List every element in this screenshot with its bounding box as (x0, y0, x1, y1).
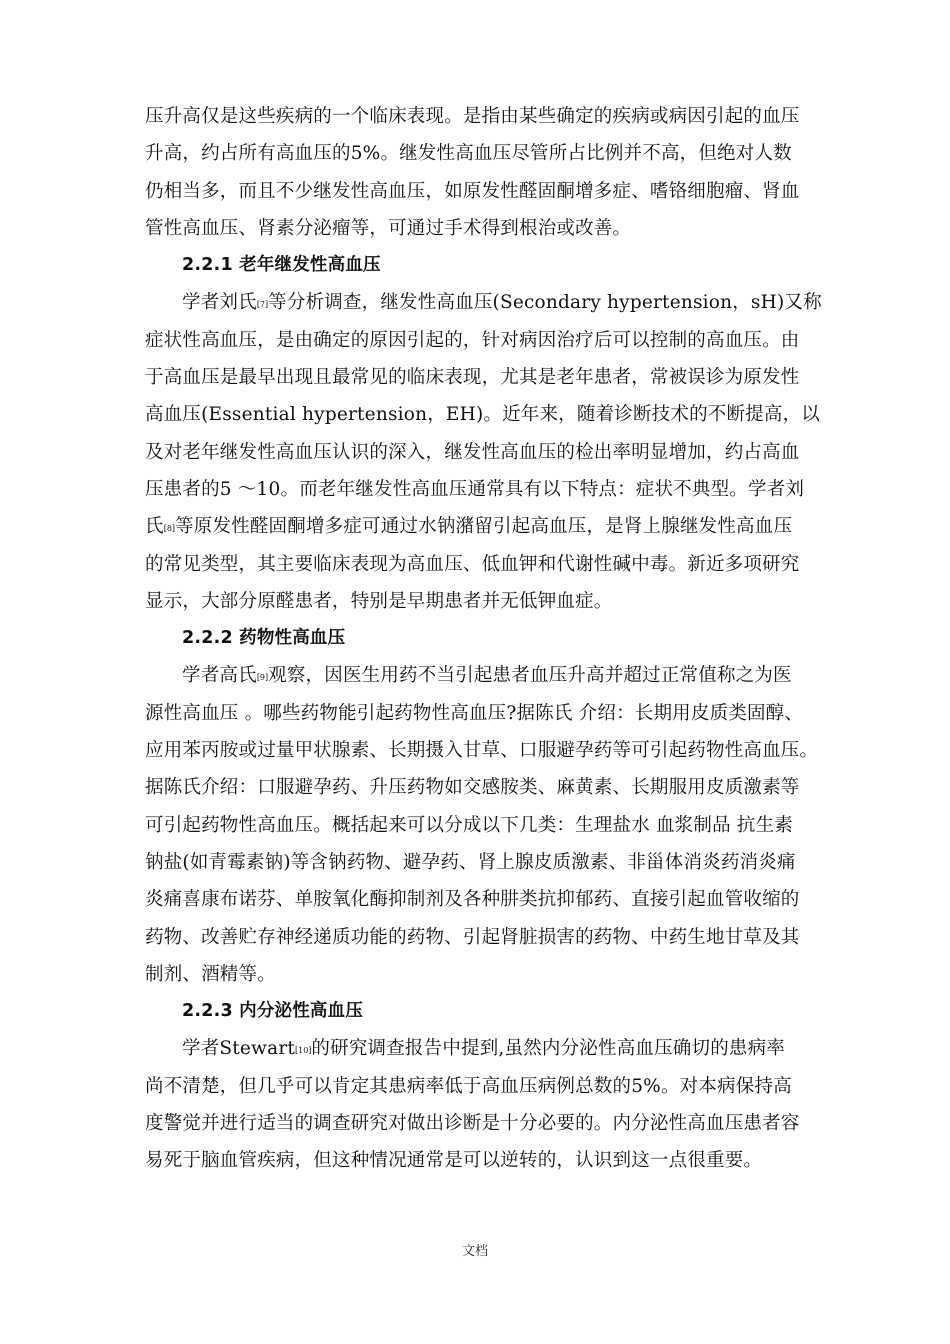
section-heading: 2.2.1 老年继发性高血压 (182, 255, 381, 276)
line-text: 氏 (145, 516, 164, 538)
paragraph-line: 度警觉并进行适当的调查研究对做出诊断是十分必要的。内分泌性高血压患者容 (145, 1113, 800, 1135)
paragraph-line: 管性高血压、肾素分泌瘤等，可通过手术得到根治或改善。 (145, 217, 632, 239)
paragraph-line (145, 508, 813, 545)
paragraph-line: 的常见类型，其主要临床表现为高血压、低血钾和代谢性碱中毒。新近多项研究 (145, 553, 800, 575)
line-text: 学者高氏 (182, 665, 257, 687)
paragraph-line (145, 284, 822, 321)
paragraph-line: 症状性高血压，是由确定的原因引起的，针对病因治疗后可以控制的高血压。由 (145, 329, 800, 351)
paragraph-line: 应用苯丙胺或过量甲状腺素、长期摄入甘草、口服避孕药等可引起药物性高血压。 (145, 740, 819, 762)
line-text: 的研究调查报告中提到,虽然内分泌性高血压确切的患病率 (311, 1038, 786, 1060)
paragraph-line: 易死于脑血管疾病，但这种情况通常是可以逆转的，认识到这一点很重要。 (145, 1150, 763, 1172)
paragraph-line: 高血压(Essential hypertension，EH)。近年来，随着诊断技术的不断提高，以 (145, 404, 820, 426)
citation-ref: [8] (163, 524, 176, 534)
paragraph-line: 压升高仅是这些疾病的一个临床表现。是指由某些确定的疾病或病因引起的血压 (145, 106, 800, 127)
line-text: 等原发性醛固酮增多症可通过水钠潴留引起高血压，是肾上腺继发性高血压 (175, 516, 793, 538)
paragraph-line: 药物、改善贮存神经递质功能的药物、引起肾脏损害的药物、中药生地甘草及其 (145, 926, 800, 948)
document-body (145, 98, 822, 1180)
paragraph-line: 钠盐(如青霉素钠)等含钠药物、避孕药、肾上腺皮质激素、非甾体消炎药消炎痛 (145, 851, 796, 873)
line-text: 学者刘氏 (182, 292, 257, 314)
page-footer: 文档 (461, 1244, 488, 1259)
section-heading: 2.2.2 药物性高血压 (182, 628, 346, 649)
section-heading: 2.2.3 内分泌性高血压 (182, 1001, 364, 1022)
paragraph-line: 尚不清楚，但几乎可以肯定其患病率低于高血压病例总数的5%。对本病保持高 (145, 1075, 792, 1097)
paragraph-line: 炎痛喜康布诺芬、单胺氧化酶抑制剂及各种肼类抗抑郁药、直接引起血管收缩的 (145, 889, 800, 911)
paragraph-line: 仍相当多，而且不少继发性高血压，如原发性醛固酮增多症、嗜铬细胞瘤、肾血 (145, 180, 800, 202)
paragraph-line: 据陈氏介绍：口服避孕药、升压药物如交感胺类、麻黄素、长期服用皮质激素等 (145, 777, 800, 799)
paragraph-line: 源性高血压 。哪些药物能引起药物性高血压?据陈氏 介绍：长期用皮质类固醇、 (145, 702, 804, 724)
paragraph-line: 及对老年继发性高血压认识的深入，继发性高血压的检出率明显增加，约占高血 (145, 441, 800, 463)
citation-ref: [9] (256, 673, 269, 683)
line-text: 等分析调查，继发性高血压(Secondary hypertension，sH)又称 (268, 292, 822, 314)
line-text: 观察，因医生用药不当引起患者血压升高并超过正常值称之为医 (268, 665, 792, 687)
line-text: 学者Stewart (182, 1038, 295, 1060)
paragraph-line (145, 657, 813, 694)
citation-ref: [7] (256, 300, 269, 310)
paragraph-line: 显示，大部分原醛患者，特别是早期患者并无低钾血症。 (145, 590, 613, 612)
paragraph-line (145, 1030, 813, 1067)
paragraph-line: 升高，约占所有高血压的5%。继发性高血压尽管所占比例并不高，但绝对人数 (145, 143, 792, 165)
paragraph-line: 压患者的5 ～10。而老年继发性高血压通常具有以下特点：症状不典型。学者刘 (145, 478, 805, 500)
citation-ref: [10] (295, 1046, 312, 1056)
paragraph-line: 可引起药物性高血压。概括起来可以分成以下几类：生理盐水 血浆制品 抗生素 (145, 814, 793, 836)
paragraph-line: 制剂、酒精等。 (145, 963, 276, 985)
paragraph-line: 于高血压是最早出现且最常见的临床表现，尤其是老年患者，常被误诊为原发性 (145, 367, 800, 389)
